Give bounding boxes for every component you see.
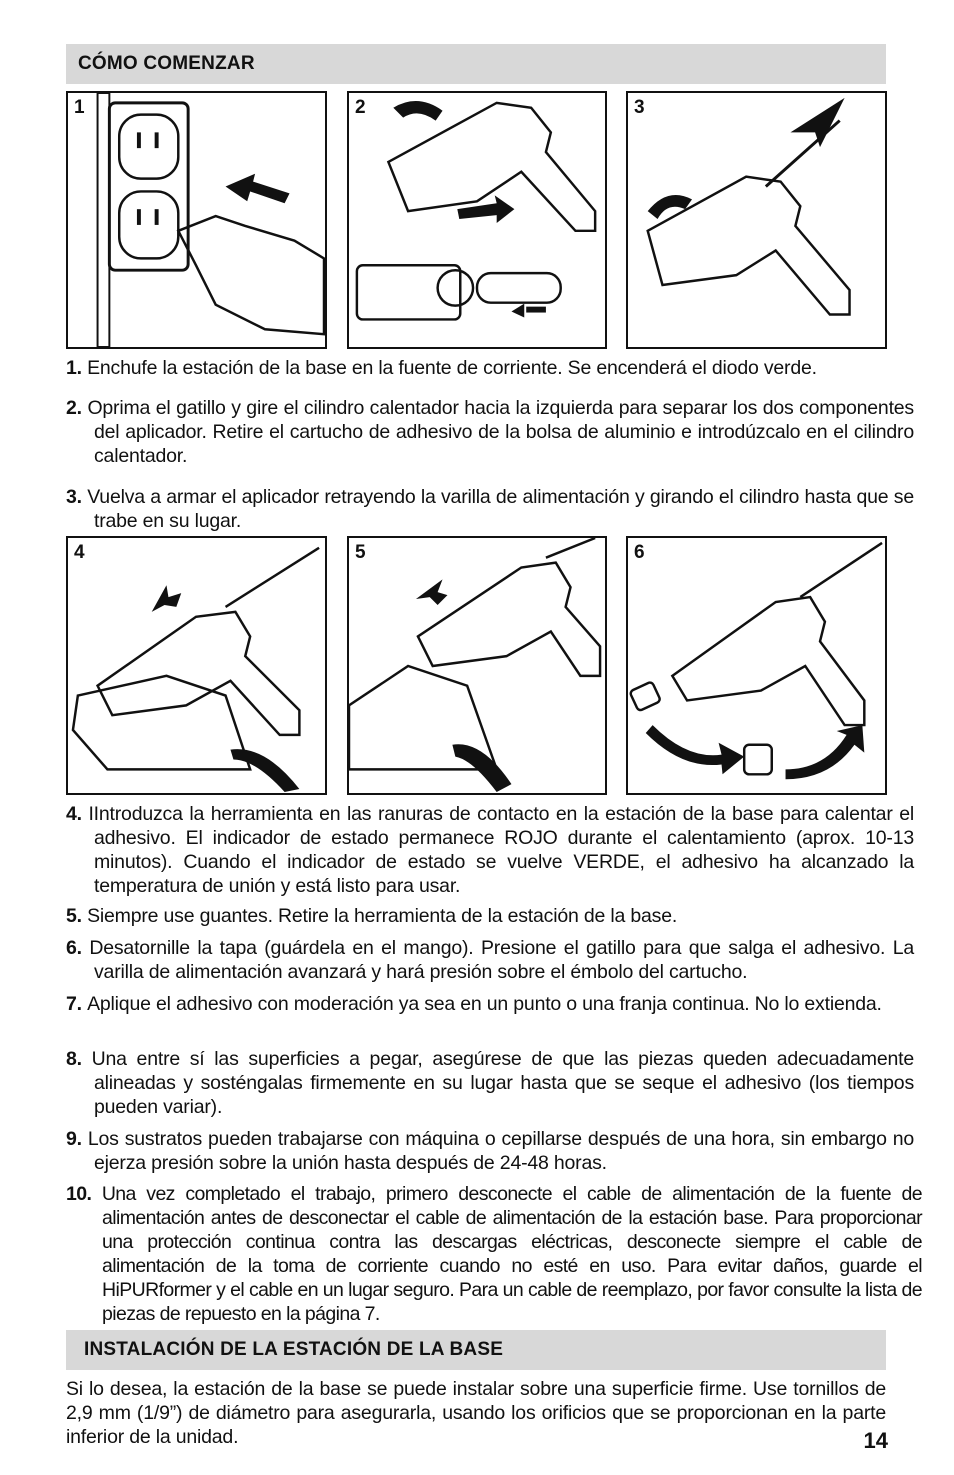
figure-6-label: 6 xyxy=(634,542,645,563)
step-7 xyxy=(66,992,914,1016)
step-5 xyxy=(66,904,914,928)
step-9 xyxy=(66,1127,914,1175)
step-6 xyxy=(66,936,914,984)
figure-2 xyxy=(347,91,607,349)
step-text: Vuelva a armar el aplicador retrayendo la varilla de alimentación y girando el cilindro hasta que se trabe en su lugar. xyxy=(87,486,914,532)
step-text: Una entre sí las superficies a pegar, asegúrese de que las piezas queden adecuadamente alineadas y sosténgalas firmemente en su lugar hasta que se seque el adhesivo (los tiempos pueden variar). xyxy=(91,1048,914,1118)
step-number: 3. xyxy=(66,486,88,508)
figure-2-label: 2 xyxy=(355,97,366,118)
figure-6 xyxy=(626,536,887,795)
step-text: Oprima el gatillo y gire el cilindro calentador hacia la izquierda para separar los dos componentes del aplicador. Retire el cartucho de adhesivo de la bolsa de aluminio e introdúzcalo en el cilindro calentador. xyxy=(87,397,914,467)
figure-3-label: 3 xyxy=(634,97,645,118)
page-number: 14 xyxy=(863,1428,888,1453)
glue-gun-into-base-illustration xyxy=(68,538,325,793)
section-title: CÓMO COMENZAR xyxy=(78,53,255,74)
step-10 xyxy=(66,1182,922,1326)
glue-gun-remove-from-base-illustration xyxy=(349,538,605,793)
step-number: 5. xyxy=(66,905,88,927)
step-number: 7. xyxy=(66,993,88,1015)
step-number: 1. xyxy=(66,357,88,379)
step-text: Enchufe la estación de la base en la fuente de corriente. Se encenderá el diodo verde. xyxy=(87,357,817,379)
step-8 xyxy=(66,1047,914,1119)
figure-4-label: 4 xyxy=(74,542,85,563)
install-paragraph: Si lo desea, la estación de la base se puede instalar sobre una superficie firme. Use tornillos de 2,9 mm (1/9”) de diámetro para asegurarla, usando los orificios que se proporcionan en la parte inferior de la unidad. xyxy=(66,1378,886,1448)
figure-1 xyxy=(66,91,327,349)
step-number: 8. xyxy=(66,1048,92,1070)
outlet-plug-illustration xyxy=(68,93,325,347)
glue-gun-reassembly-illustration xyxy=(628,93,885,347)
step-1 xyxy=(66,356,914,380)
step-number: 2. xyxy=(66,397,88,419)
figure-4 xyxy=(66,536,327,795)
step-3 xyxy=(66,485,914,533)
step-number: 10. xyxy=(66,1183,102,1205)
section-header-start xyxy=(66,44,886,84)
figure-5-label: 5 xyxy=(355,542,366,563)
section-title: INSTALACIÓN DE LA ESTACIÓN DE LA BASE xyxy=(84,1339,504,1360)
figure-1-label: 1 xyxy=(74,97,85,118)
section-header-install xyxy=(66,1330,886,1370)
step-number: 4. xyxy=(66,803,89,825)
step-text: Una vez completado el trabajo, primero desconecte el cable de alimentación de la fuente de alimentación antes de desconectar el cable de alimentación de la estación base. Para proporcionar una protección continua contra las descargas eléctricas, desconecte siempre el cable de alimentación de la toma de corriente cuando no esté en uso. Para evitar daños, guarde el HiPURformer y el cable en un lugar seguro. Para un cable de reemplazo, por favor consulte la lista de piezas de repuesto en la página 7. xyxy=(101,1183,922,1325)
step-text: Siempre use guantes. Retire la herramienta de la estación de la base. xyxy=(87,905,678,927)
step-2 xyxy=(66,396,914,468)
glue-gun-unscrew-cap-illustration xyxy=(628,538,885,793)
step-4 xyxy=(66,802,914,898)
glue-gun-disassembly-illustration xyxy=(349,93,605,347)
step-number: 6. xyxy=(66,937,90,959)
step-text: Desatornille la tapa (guárdela en el mango). Presione el gatillo para que salga el adhesivo. La varilla de alimentación avanzará y hará presión sobre el émbolo del cartucho. xyxy=(89,937,914,983)
step-text: Los sustratos pueden trabajarse con máquina o cepillarse después de una hora, sin embargo no ejerza presión sobre la unión hasta después de 24-48 horas. xyxy=(87,1128,914,1174)
step-text: IIntroduzca la herramienta en las ranuras de contacto en la estación de la base para calentar el adhesivo. El indicador de estado permanece ROJO durante el calentamiento (aprox. 10-13 minutos). Cuando el indicador de estado se vuelve VERDE, el adhesivo ha alcanzado la temperatura de unión y está listo para usar. xyxy=(88,803,914,897)
step-text: Aplique el adhesivo con moderación ya sea en un punto o una franja continua. No lo extienda. xyxy=(87,993,882,1015)
step-number: 9. xyxy=(66,1128,88,1150)
figure-3 xyxy=(626,91,887,349)
figure-5 xyxy=(347,536,607,795)
